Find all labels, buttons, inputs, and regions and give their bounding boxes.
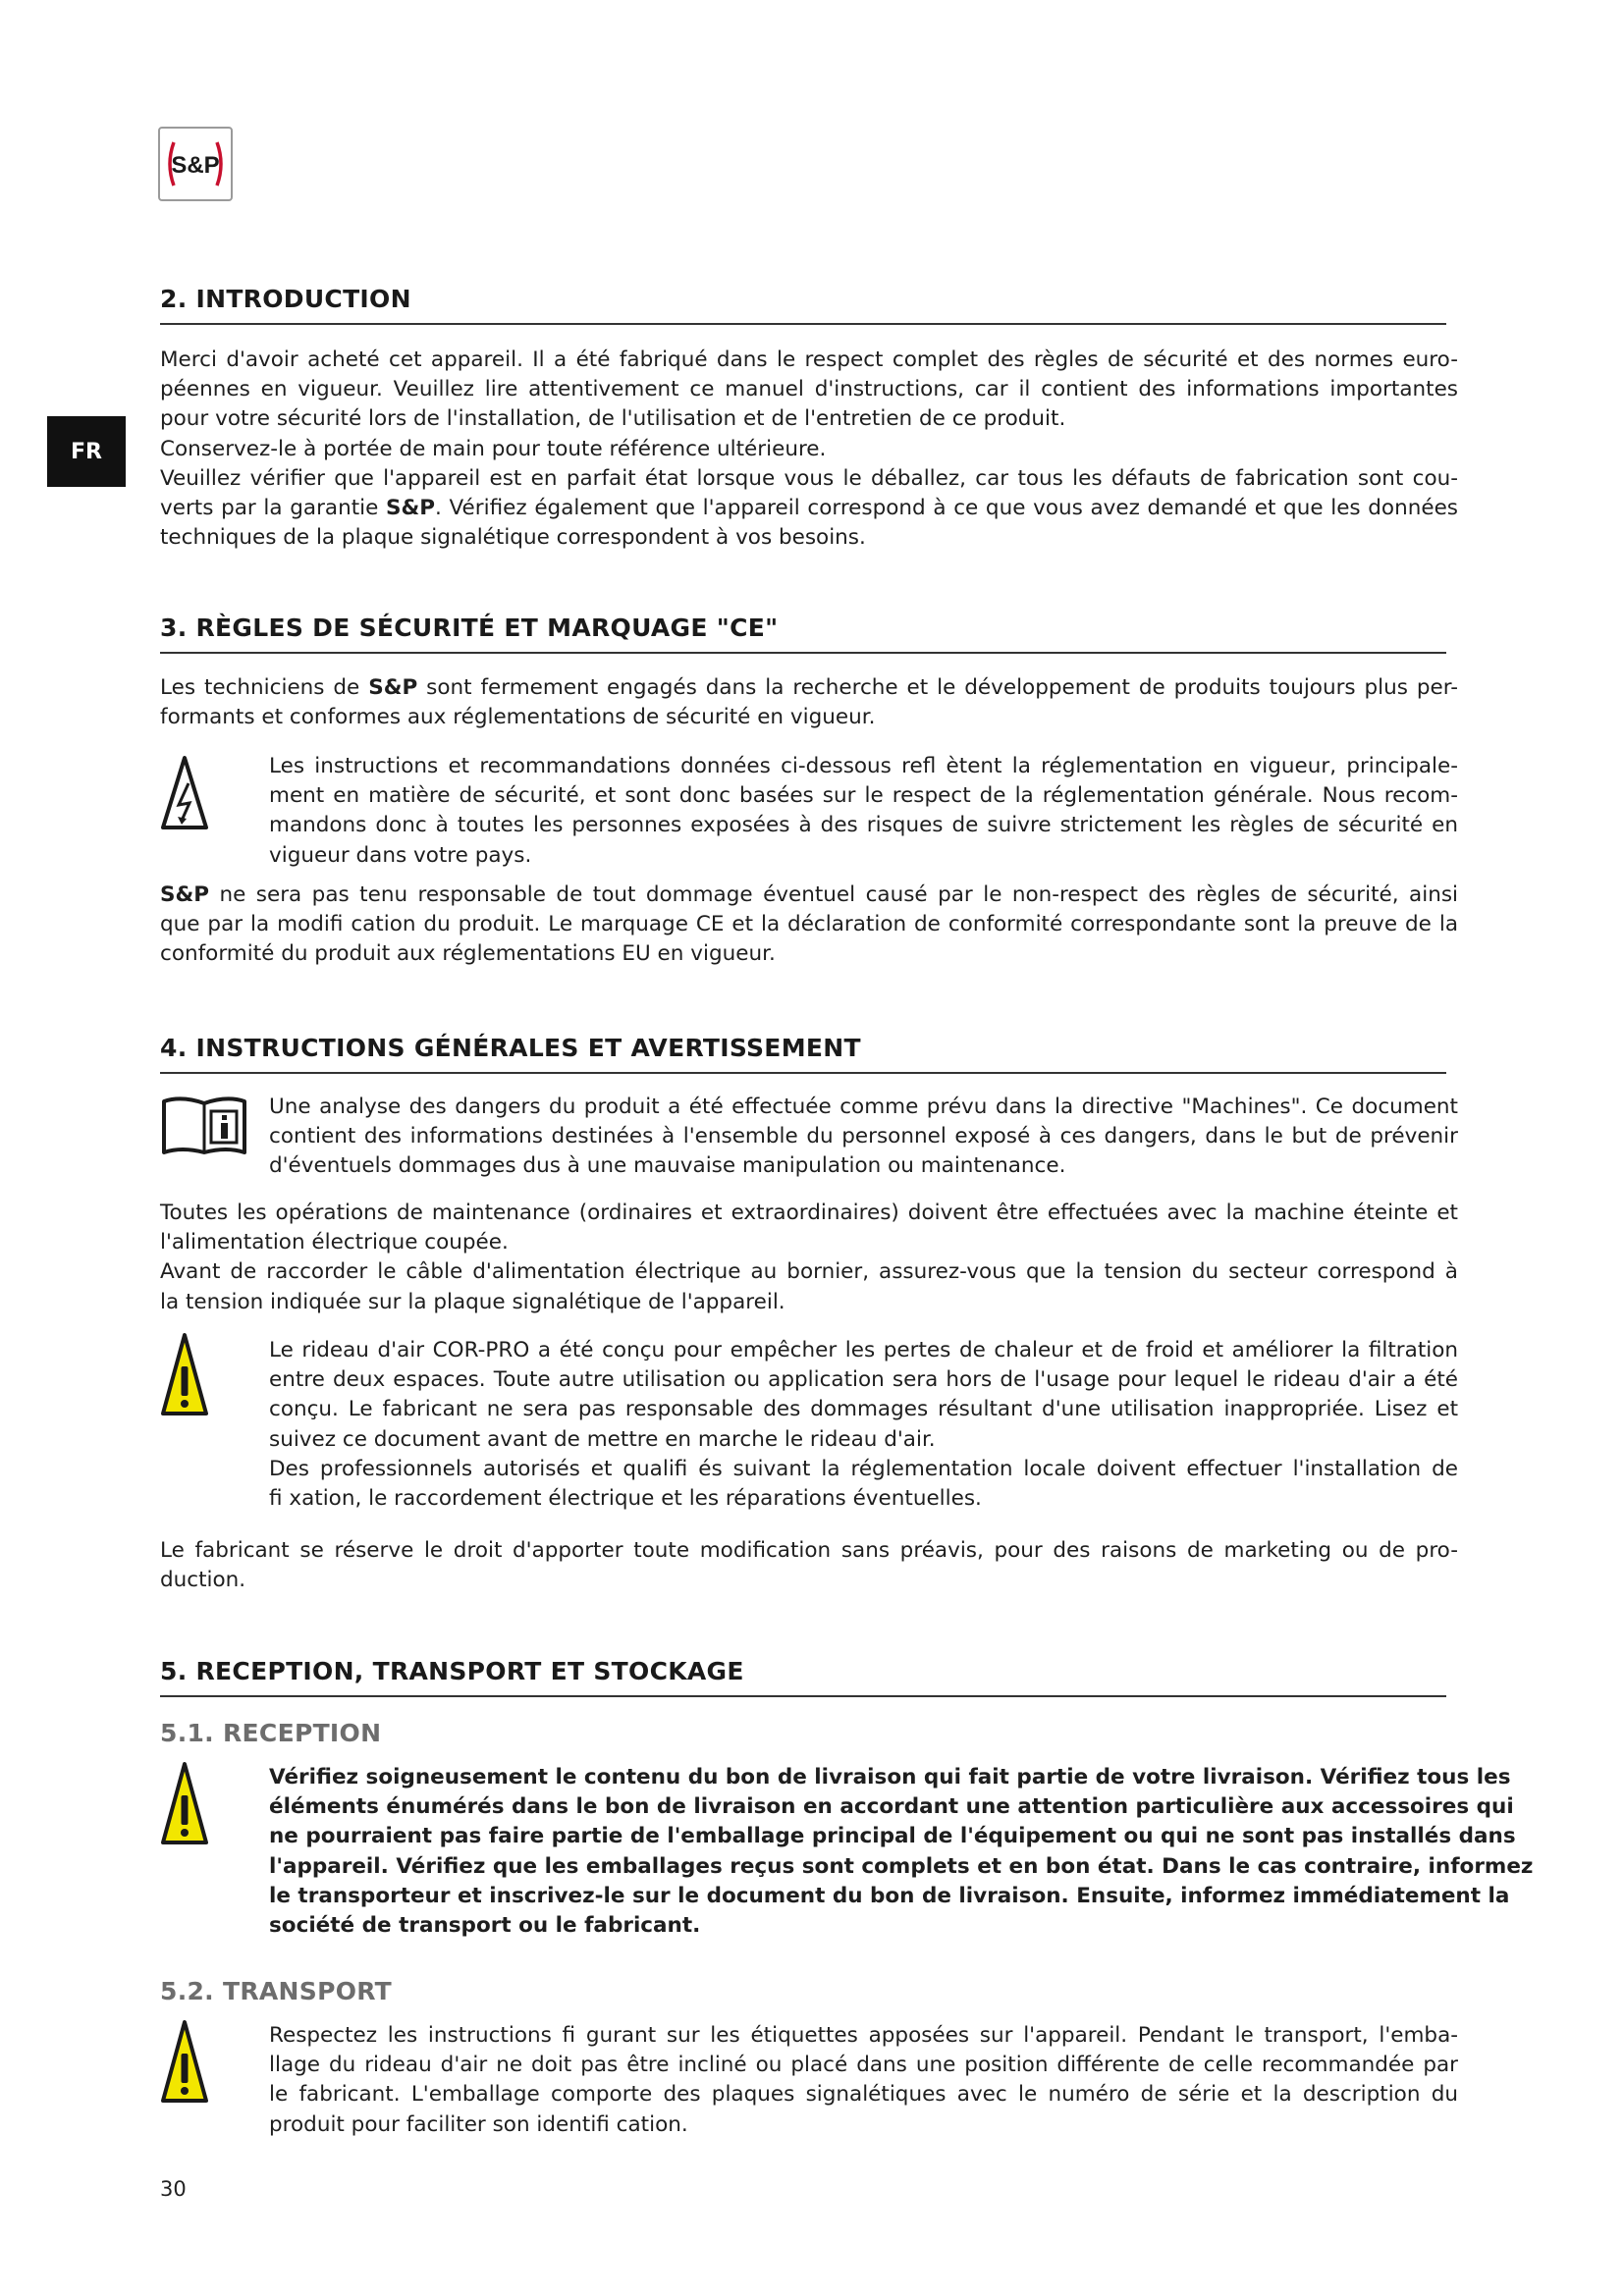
text-line: contient des informations destinées à l'ensemble du personnel exposé à ces dangers, dans le but de prévenir	[269, 1124, 1458, 1149]
text-line: techniques de la plaque signalétique correspondent à vos besoins.	[160, 525, 866, 551]
language-tab: FR	[47, 416, 126, 487]
text-line: Merci d'avoir acheté cet appareil. Il a été fabriqué dans le respect complet des règles de sécurité et des normes euro-	[160, 347, 1458, 372]
safety-paragraph-3	[160, 881, 1458, 970]
sp-logo-mark	[160, 129, 231, 199]
text-line: que par la modifi cation du produit. Le marquage CE et la déclaration de conformité correspondante sont la preuve de la	[160, 912, 1458, 937]
section-title-safety: 3. RÈGLES DE SÉCURITÉ ET MARQUAGE "CE"	[160, 614, 1446, 654]
text-line: Conservez-le à portée de main pour toute référence ultérieure.	[160, 436, 827, 461]
brand-name: S&P	[386, 496, 436, 521]
warning-icon	[160, 2018, 209, 2109]
subsection-title-transport: 5.2. TRANSPORT	[160, 1977, 393, 2005]
brand-name: S&P	[160, 882, 209, 907]
warning-icon	[160, 1331, 209, 1421]
text-line: Les techniciens de S&P sont fermement engagés dans la recherche et le développement de produits toujours plus per-	[160, 675, 1458, 700]
text-line: société de transport ou le fabricant.	[269, 1913, 701, 1939]
text-line: Toutes les opérations de maintenance (ordinaires et extraordinaires) doivent être effectuées avec la machine éteinte et	[160, 1201, 1458, 1225]
text-line: Respectez les instructions fi gurant sur les étiquettes apposées sur l'appareil. Pendant le transport, l'emba-	[269, 2023, 1458, 2048]
general-paragraph-4	[160, 1536, 1458, 1595]
section-title-introduction: 2. INTRODUCTION	[160, 285, 1446, 325]
manual-info-icon	[160, 1095, 248, 1156]
text-line: Avant de raccorder le câble d'alimentation électrique au bornier, assurez-vous que la tension du secteur correspond à	[160, 1259, 1458, 1285]
text-line: le transporteur et inscrivez-le sur le document du bon de livraison. Ensuite, informez immédiatement la	[269, 1883, 1510, 1908]
text-line: éléments énumérés dans le bon de livraison en accordant une attention particulière aux accessoires qui	[269, 1794, 1514, 1820]
text-line: Des professionnels autorisés et qualifi és suivant la réglementation locale doivent effectuer l'installation de	[269, 1456, 1458, 1481]
general-paragraph-2	[160, 1199, 1458, 1317]
text-line: produit pour faciliter son identifi cation.	[269, 2111, 688, 2137]
transport-paragraph	[269, 2021, 1458, 2140]
safety-paragraph-2	[269, 752, 1458, 871]
text-line: pour votre sécurité lors de l'installation, de l'utilisation et de l'entretien de ce produit.	[160, 406, 1066, 432]
text-line: Une analyse des dangers du produit a été effectuée comme prévu dans la directive "Machines". Ce document	[269, 1095, 1458, 1119]
text-line: l'appareil. Vérifiez que les emballages reçus sont complets et en bon état. Dans le cas contraire, informez	[269, 1853, 1534, 1879]
warning-icon	[160, 1760, 209, 1850]
page-number: 30	[160, 2177, 187, 2201]
section-title-general: 4. INSTRUCTIONS GÉNÉRALES ET AVERTISSEMENT	[160, 1034, 1446, 1074]
general-paragraph-3	[269, 1336, 1458, 1514]
logo-text: S&P	[171, 152, 220, 179]
text-line: Le fabricant se réserve le droit d'apporter toute modification sans préavis, pour des raisons de marketing ou de pro-	[160, 1538, 1458, 1563]
text-line: suivez ce document avant de mettre en marche le rideau d'air.	[269, 1426, 936, 1452]
reception-paragraph	[269, 1763, 1534, 1941]
text-line: la tension indiquée sur la plaque signalétique de l'appareil.	[160, 1289, 785, 1314]
text-line: Veuillez vérifier que l'appareil est en parfait état lorsque vous le déballez, car tous les défauts de fabrication sont cou-	[160, 465, 1458, 491]
text-line: verts par la garantie S&P. Vérifiez également que l'appareil correspond à ce que vous avez demandé et que les données	[160, 496, 1458, 521]
text-line: ne pourraient pas faire partie de l'emballage principal de l'équipement ou qui ne sont pas installés dans	[269, 1824, 1516, 1849]
text-line: Les instructions et recommandations données ci-dessous refl ètent la réglementation en vigueur, principale-	[269, 754, 1458, 778]
text-line: formants et conformes aux réglementations de sécurité en vigueur.	[160, 705, 876, 730]
text-line: duction.	[160, 1568, 246, 1593]
safety-paragraph-1	[160, 673, 1458, 732]
text-line: fi xation, le raccordement électrique et les réparations éventuelles.	[269, 1486, 982, 1512]
text-line: l'alimentation électrique coupée.	[160, 1230, 509, 1255]
intro-paragraph	[160, 346, 1458, 553]
text-line: mandons donc à toutes les personnes exposées à des risques de suivre strictement les règles de sécurité en	[269, 813, 1458, 838]
text-line: S&P ne sera pas tenu responsable de tout dommage éventuel causé par le non-respect des règles de sécurité, ainsi	[160, 882, 1458, 907]
text-line: vigueur dans votre pays.	[269, 842, 532, 868]
text-line: Vérifiez soigneusement le contenu du bon de livraison qui fait partie de votre livraison. Vérifiez tous les	[269, 1765, 1511, 1789]
text-line: conçu. Le fabricant ne sera pas responsable des dommages résultant d'une utilisation inappropriée. Lisez et	[269, 1397, 1458, 1422]
text-line: péennes en vigueur. Veuillez lire attentivement ce manuel d'instructions, car il contient des informations importantes	[160, 377, 1458, 402]
section-title-reception: 5. RECEPTION, TRANSPORT ET STOCKAGE	[160, 1657, 1446, 1697]
text-line: le fabricant. L'emballage comporte des plaques signalétiques avec le numéro de série et la description du	[269, 2082, 1458, 2108]
subsection-title-reception: 5.1. RECEPTION	[160, 1719, 382, 1747]
electric-hazard-icon	[160, 754, 209, 832]
text-line: llage du rideau d'air ne doit pas être incliné ou placé dans une position différente de celle recommandée par	[269, 2053, 1458, 2078]
general-paragraph-1	[269, 1093, 1458, 1182]
sp-logo	[158, 127, 233, 201]
text-line: Le rideau d'air COR-PRO a été conçu pour empêcher les pertes de chaleur et de froid et améliorer la filtration	[269, 1338, 1458, 1362]
text-line: ment en matière de sécurité, et sont donc basées sur le respect de la réglementation générale. Nous recom-	[269, 783, 1458, 809]
text-line: conformité du produit aux réglementations EU en vigueur.	[160, 941, 776, 967]
brand-name: S&P	[368, 675, 418, 700]
text-line: d'éventuels dommages dus à une mauvaise manipulation ou maintenance.	[269, 1153, 1066, 1179]
text-line: entre deux espaces. Toute autre utilisation ou application sera hors de l'usage pour lequel le rideau d'air a été	[269, 1367, 1458, 1393]
